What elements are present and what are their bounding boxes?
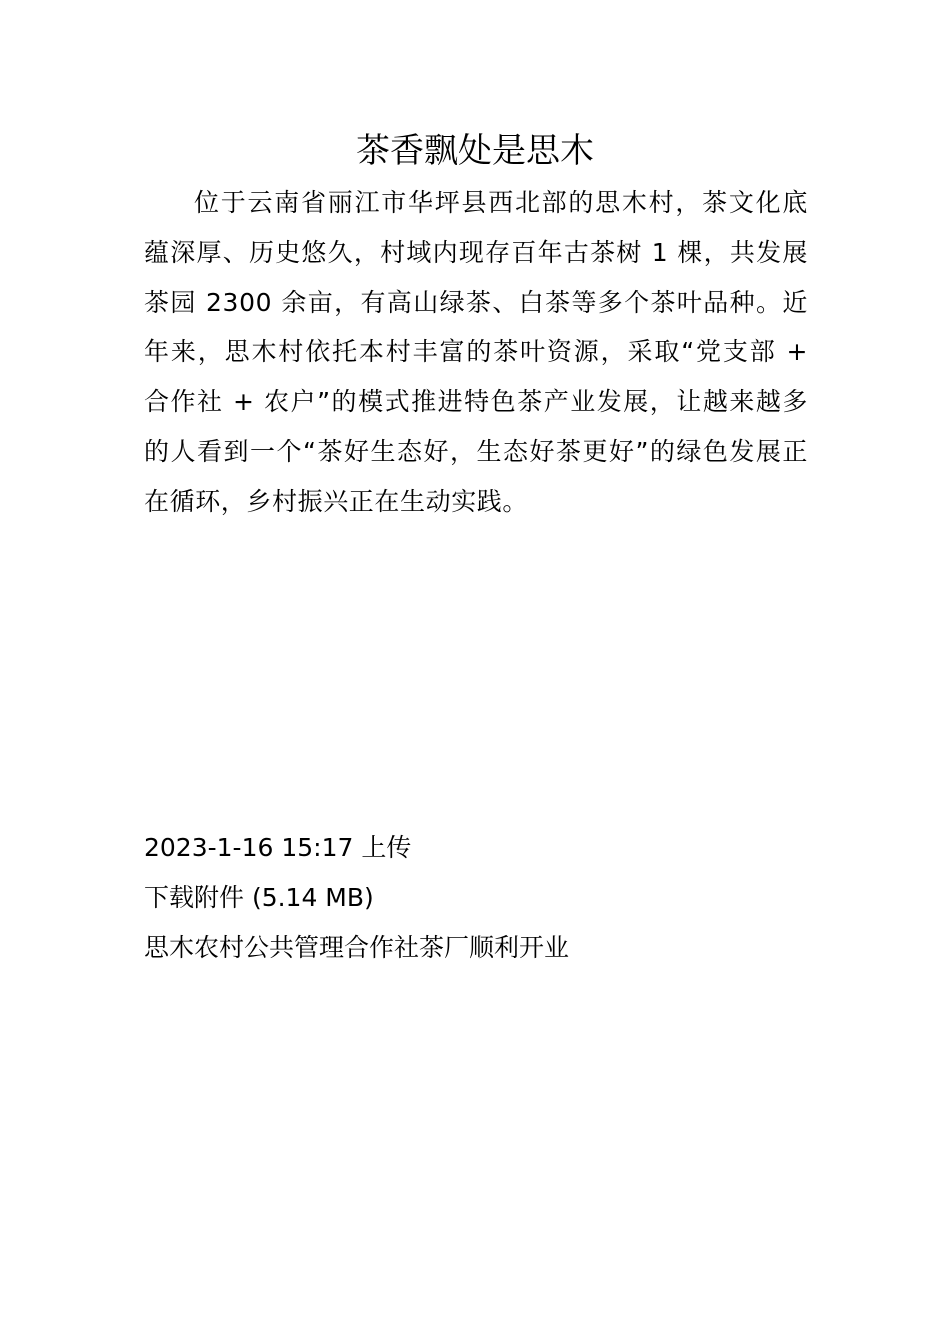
upload-timestamp: 2023-1-16 15:17 上传: [144, 833, 412, 862]
attachment-file-name[interactable]: 思木农村公共管理合作社茶厂顺利开业: [144, 933, 570, 962]
attachment-block: [144, 823, 808, 973]
article-body: 位于云南省丽江市华坪县西北部的思木村，茶文化底蕴深厚、历史悠久，村域内现存百年古茶树 1 棵，共发展茶园 2300 余亩，有高山绿茶、白茶等多个茶叶品种。近年来，思木村依托本村丰富的茶叶资源，采取“党支部 + 合作社 + 农户”的模式推进特色茶产业发展，让越来越多的人看到一个“茶好生态好，生态好茶更好”的绿色发展正在循环，乡村振兴正在生动实践。: [144, 188, 808, 516]
download-attachment-link[interactable]: 下载附件 (5.14 MB): [144, 883, 374, 912]
article-title: 茶香飘处是思木: [356, 131, 594, 171]
